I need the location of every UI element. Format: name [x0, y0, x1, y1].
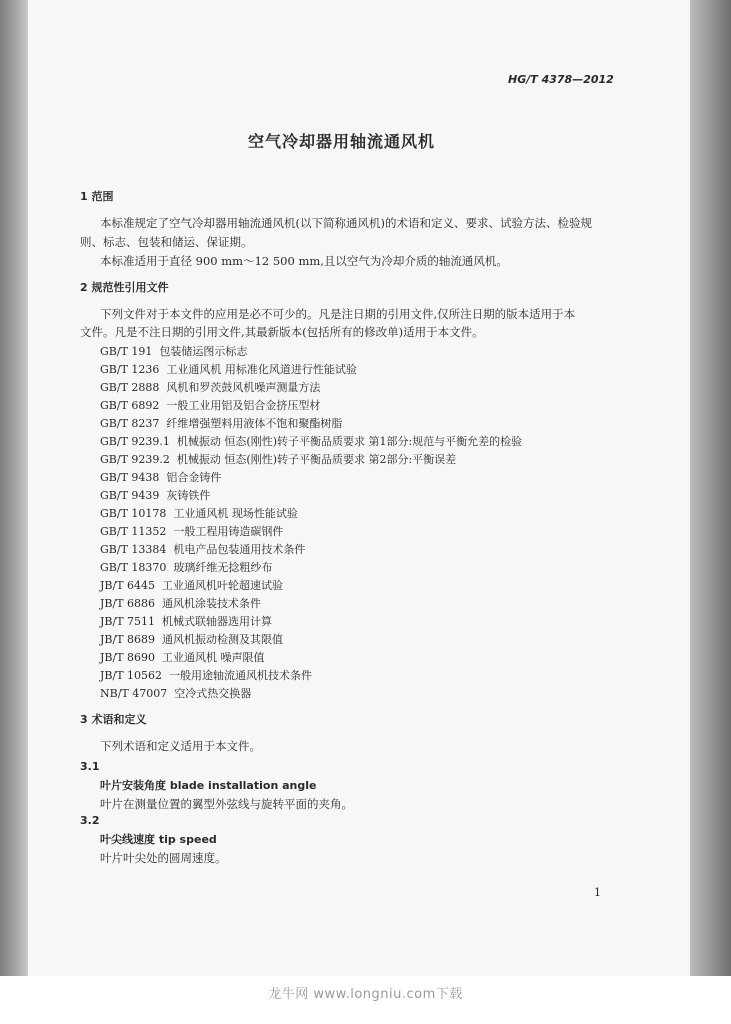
reference-item — [100, 524, 283, 540]
term-number: 3.2 — [80, 814, 100, 827]
reference-title: 工业通风机 用标准化风道进行性能试验 — [166, 363, 357, 376]
section-3-heading: 3 术语和定义 — [80, 713, 147, 726]
reference-item — [100, 650, 265, 666]
term-heading: 叶尖线速度 tip speed — [100, 833, 217, 846]
reference-item — [100, 542, 305, 558]
reference-title: 一般工业用铝及铝合金挤压型材 — [166, 399, 321, 412]
reference-code: JB/T 8689 — [100, 633, 156, 646]
reference-item — [100, 398, 320, 414]
reference-title: 空冷式热交换器 — [174, 687, 252, 700]
reference-item — [100, 668, 312, 684]
reference-code: GB/T 8237 — [100, 417, 160, 430]
reference-code: GB/T 9239.2 — [100, 453, 170, 466]
reference-code: GB/T 9438 — [100, 471, 160, 484]
page-number: 1 — [594, 886, 601, 899]
reference-item — [100, 380, 320, 396]
reference-title: 包装储运图示标志 — [159, 345, 248, 358]
reference-title: 机械振动 恒态(刚性)转子平衡品质要求 第2部分:平衡误差 — [176, 453, 457, 466]
reference-code: GB/T 2888 — [100, 381, 160, 394]
reference-code: JB/T 7511 — [100, 615, 156, 628]
reference-item — [100, 488, 210, 504]
reference-code: GB/T 11352 — [100, 525, 167, 538]
scan-shadow-left — [0, 0, 28, 1024]
reference-item — [100, 686, 251, 702]
standard-code: HG/T 4378—2012 — [508, 73, 614, 86]
reference-title: 铝合金铸件 — [166, 471, 222, 484]
reference-code: JB/T 8690 — [100, 651, 156, 664]
reference-item — [100, 416, 342, 432]
document-page — [28, 0, 690, 976]
reference-title: 机电产品包装通用技术条件 — [173, 543, 306, 556]
reference-title: 灰铸铁件 — [166, 489, 211, 502]
section-1-paragraph-2: 本标准适用于直径 900 mm～12 500 mm,且以空气为冷却介质的轴流通风机。 — [100, 254, 508, 268]
section-3-intro: 下列术语和定义适用于本文件。 — [100, 739, 261, 753]
reference-code: GB/T 13384 — [100, 543, 167, 556]
reference-title: 通风机振动检测及其限值 — [162, 633, 284, 646]
reference-item — [100, 506, 298, 522]
section-2-intro-line-2: 文件。凡是不注日期的引用文件,其最新版本(包括所有的修改单)适用于本文件。 — [80, 325, 484, 339]
reference-title: 机械式联轴器选用计算 — [162, 615, 273, 628]
reference-code: GB/T 10178 — [100, 507, 167, 520]
reference-item — [100, 470, 221, 486]
reference-item — [100, 578, 283, 594]
reference-title: 机械振动 恒态(刚性)转子平衡品质要求 第1部分:规范与平衡允差的检验 — [176, 435, 523, 448]
page-title: 空气冷却器用轴流通风机 — [248, 132, 436, 151]
reference-item — [100, 362, 357, 378]
reference-title: 风机和罗茨鼓风机噪声测量方法 — [166, 381, 321, 394]
reference-code: GB/T 9239.1 — [100, 435, 170, 448]
reference-item — [100, 560, 272, 576]
reference-title: 玻璃纤维无捻粗纱布 — [173, 561, 273, 574]
section-1-paragraph-1-line-2: 则、标志、包装和储运、保证期。 — [80, 235, 253, 249]
reference-code: GB/T 191 — [100, 345, 153, 358]
reference-code: JB/T 6445 — [100, 579, 156, 592]
reference-code: JB/T 6886 — [100, 597, 156, 610]
reference-item — [100, 452, 456, 468]
term-definition: 叶片叶尖处的圆周速度。 — [100, 851, 227, 865]
reference-title: 一般工程用铸造碳钢件 — [173, 525, 284, 538]
watermark: 龙牛网 www.longniu.com下载 — [268, 987, 463, 1002]
reference-code: GB/T 9439 — [100, 489, 160, 502]
reference-code: GB/T 18370 — [100, 561, 167, 574]
reference-code: NB/T 47007 — [100, 687, 168, 700]
section-2-heading: 2 规范性引用文件 — [80, 281, 169, 294]
reference-item — [100, 344, 247, 360]
reference-title: 工业通风机叶轮超速试验 — [162, 579, 284, 592]
reference-title: 工业通风机 现场性能试验 — [173, 507, 298, 520]
reference-title: 通风机涂装技术条件 — [162, 597, 262, 610]
term-number: 3.1 — [80, 760, 100, 773]
reference-title: 纤维增强塑料用液体不饱和聚酯树脂 — [166, 417, 343, 430]
reference-code: JB/T 10562 — [100, 669, 163, 682]
reference-item — [100, 596, 261, 612]
reference-title: 工业通风机 噪声限值 — [162, 651, 265, 664]
section-2-intro-line-1: 下列文件对于本文件的应用是必不可少的。凡是注日期的引用文件,仅所注日期的版本适用于本 — [100, 307, 576, 321]
reference-item — [100, 632, 283, 648]
reference-item — [100, 614, 272, 630]
reference-code: GB/T 1236 — [100, 363, 160, 376]
term-heading: 叶片安装角度 blade installation angle — [100, 779, 317, 792]
scan-shadow-right — [690, 0, 731, 1024]
section-1-paragraph-1-line-1: 本标准规定了空气冷却器用轴流通风机(以下简称通风机)的术语和定义、要求、试验方法、检验规 — [100, 216, 592, 230]
reference-code: GB/T 6892 — [100, 399, 160, 412]
reference-item — [100, 434, 522, 450]
section-1-heading: 1 范围 — [80, 190, 114, 203]
term-definition: 叶片在测量位置的翼型外弦线与旋转平面的夹角。 — [100, 797, 353, 811]
reference-title: 一般用途轴流通风机技术条件 — [169, 669, 313, 682]
